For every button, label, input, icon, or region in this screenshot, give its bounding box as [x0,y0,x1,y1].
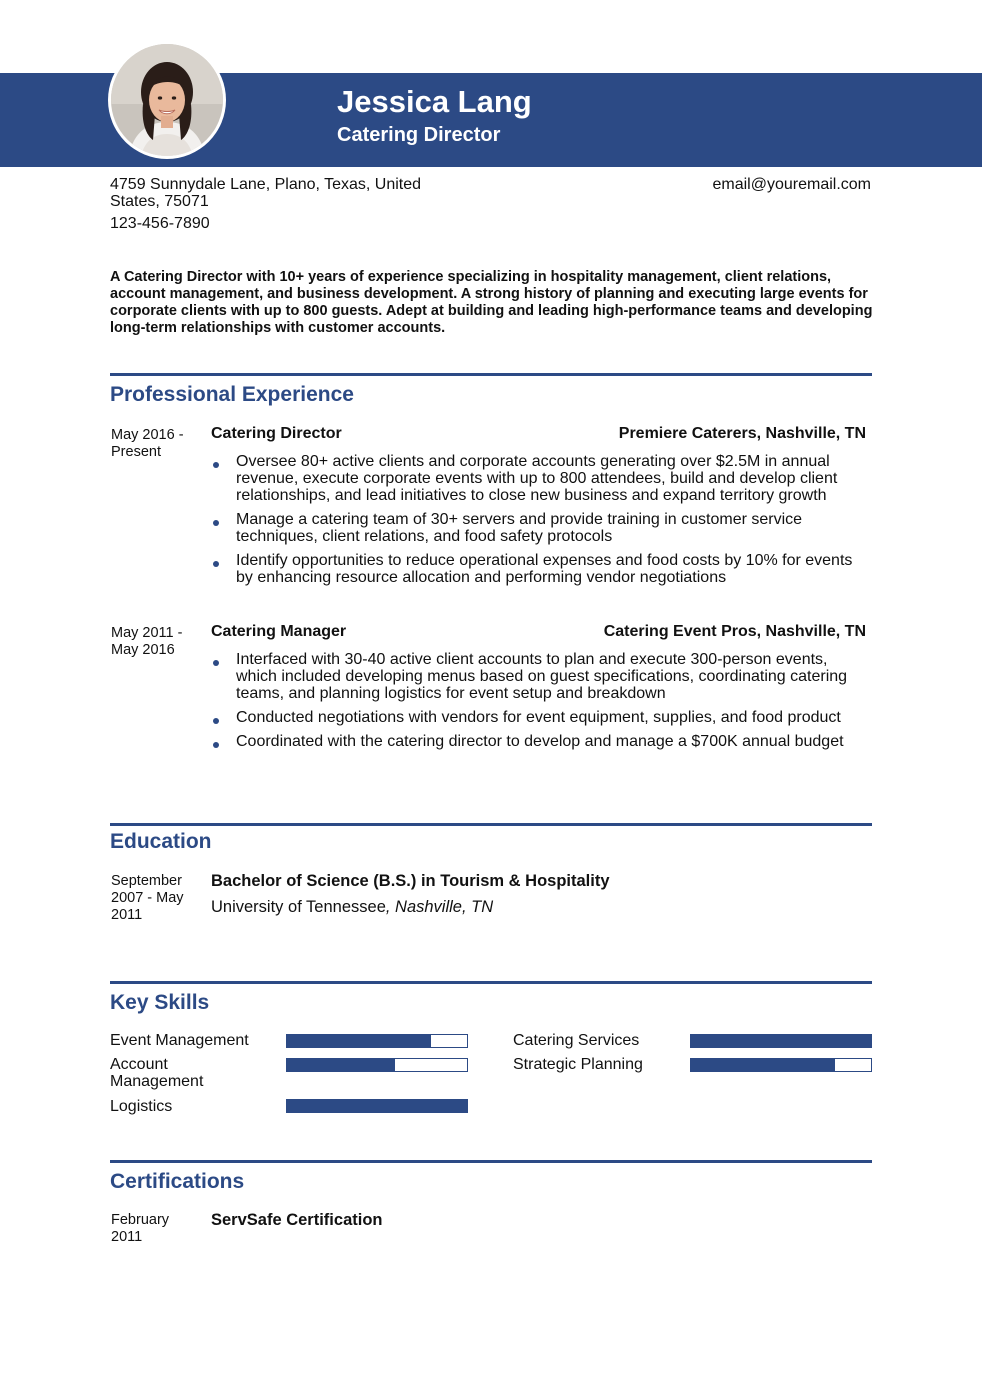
skill-name: Strategic Planning [513,1056,643,1073]
section-divider [110,1160,872,1163]
skill-name: Logistics [110,1098,173,1115]
job-dates: May 2016 - Present [111,427,184,460]
profile-photo [108,41,226,159]
degree: Bachelor of Science (B.S.) in Tourism & Hospitality [211,872,610,890]
bullet-item: Identify opportunities to reduce operational expenses and food costs by 10% for events by enhancing resource allocation and performing vendor negotiations [211,552,871,586]
skill-bar [286,1034,468,1048]
candidate-title: Catering Director [337,124,501,146]
skill-bar-fill [691,1035,871,1047]
section-divider [110,373,872,376]
job-company: Catering Event Pros, Nashville, TN [603,623,866,640]
skill-name: Account Management [110,1056,204,1090]
job-bullets [211,453,871,593]
bullet-item: Manage a catering team of 30+ servers and provide training in customer service techniques, client relations, and food safety protocols [211,511,871,545]
candidate-name: Jessica Lang [337,84,532,119]
skill-bar-fill [691,1059,835,1071]
job-bullets [211,651,871,757]
contact-details [110,176,470,232]
skill-bar-fill [287,1035,431,1047]
education-dates: September 2007 - May 2011 [111,873,184,923]
skill-bar [286,1058,468,1072]
skill-bar [286,1099,468,1113]
job-title: Catering Manager [211,623,347,640]
job-title: Catering Director [211,425,342,442]
bullet-item: Oversee 80+ active clients and corporate accounts generating over $2.5M in annual revenue, execute corporate events with up to 800 attendees, build and develop client relationships, and lead initiatives to close new business and expand territory growth [211,453,871,504]
skill-bar [690,1034,872,1048]
school-name: University of Tennessee [211,898,386,916]
job-company: Premiere Caterers, Nashville, TN [618,425,866,442]
section-divider [110,981,872,984]
skill-name: Event Management [110,1032,249,1049]
certifications-heading: Certifications [110,1170,245,1193]
bullet-item: Coordinated with the catering director to develop and manage a $700K annual budget [211,733,871,750]
school [211,898,493,917]
skill-bar-fill [287,1100,467,1112]
job-dates: May 2011 - May 2016 [111,625,183,658]
bullet-item: Conducted negotiations with vendors for event equipment, supplies, and food product [211,709,871,726]
skill-bar [690,1058,872,1072]
education-heading: Education [110,830,212,853]
section-divider [110,823,872,826]
avatar-portrait-icon [111,44,223,156]
address: 4759 Sunnydale Lane, Plano, Texas, United States, 75071 [110,176,422,210]
skills-heading: Key Skills [110,991,210,1014]
certification-title: ServSafe Certification [211,1211,383,1229]
phone: 123-456-7890 [110,215,210,232]
experience-heading: Professional Experience [110,383,354,406]
email[interactable]: email@youremail.com [712,176,871,193]
summary: A Catering Director with 10+ years of experience specializing in hospitality management, client relations, account management, and business development. A strong history of planning and executing large events for corporate clients with up to 800 guests. Adept at building and leading high-performance teams and developing long-term relationships with customer accounts. [110,269,873,336]
school-location: , Nashville, TN [385,898,494,916]
skill-name: Catering Services [513,1032,640,1049]
skill-bar-fill [287,1059,395,1071]
bullet-item: Interfaced with 30-40 active client accounts to plan and execute 300-person events, which included developing menus based on guest specifications, coordinating catering teams, and planning logistics for event setup and breakdown [211,651,871,702]
certification-dates: February 2011 [111,1212,170,1245]
